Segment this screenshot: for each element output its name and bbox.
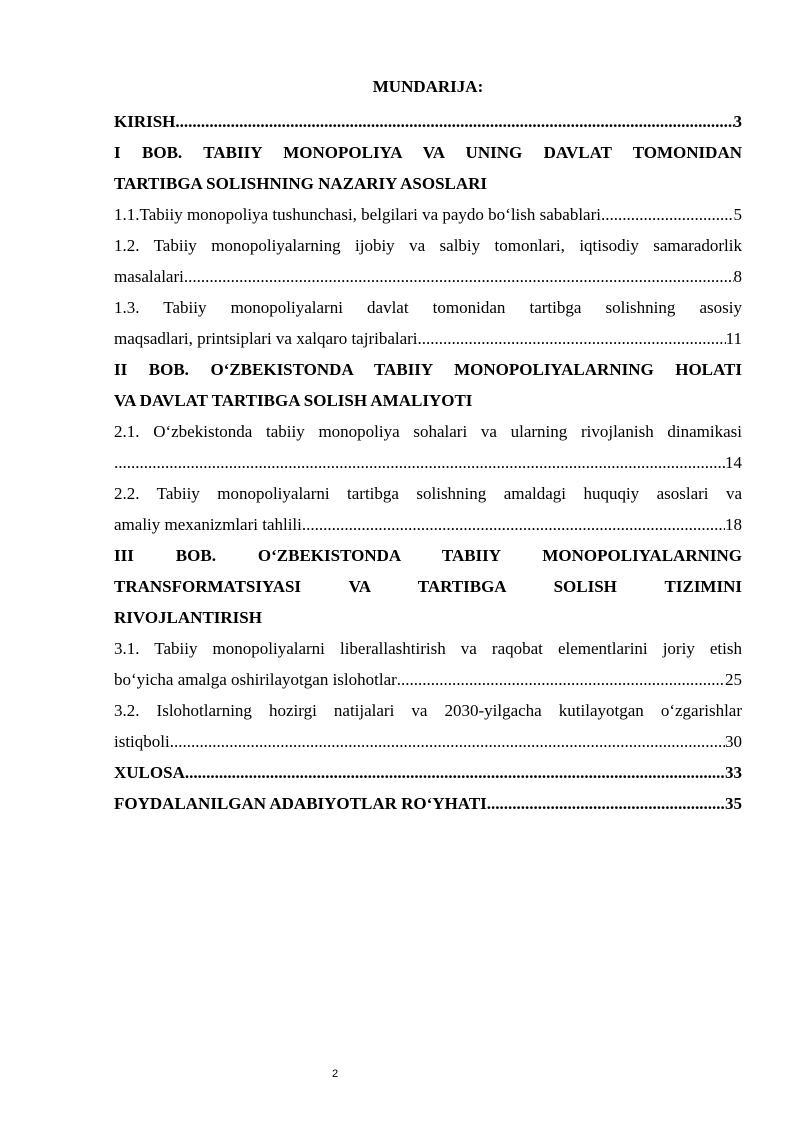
chapter-title-line: TRANSFORMATSIYASI VA TARTIBGA SOLISH TIZIMINI [114,577,742,596]
toc-section-2-2[interactable] [114,478,742,540]
toc-section-3-2[interactable] [114,695,742,757]
toc-section-2-1[interactable] [114,416,742,478]
chapter-title-line: II BOB. O‘ZBEKISTONDA TABIIY MONOPOLIYALARNING HOLATI [114,360,742,379]
toc-entry-label-cont: istiqboli [114,732,170,751]
chapter-title-line: RIVOJLANTIRISH [114,608,262,627]
toc-chapter-1[interactable] [114,137,742,199]
toc-entry-label-cont: maqsadlari, printsiplari va xalqaro tajribalari [114,329,418,348]
toc-section-1-2[interactable] [114,230,742,292]
toc-section-1-3[interactable] [114,292,742,354]
dot-leader [170,726,725,757]
dot-leader [601,199,734,230]
chapter-title-line: III BOB. O‘ZBEKISTONDA TABIIY MONOPOLIYALARNING [114,546,742,565]
document-page [114,76,742,819]
chapter-title-line: VA DAVLAT TARTIBGA SOLISH AMALIYOTI [114,391,473,410]
toc-entry-label: 3.2. Islohotlarning hozirgi natijalari va 2030-yilgacha kutilayotgan o‘zgarishlar [114,701,742,720]
toc-entry-label: FOYDALANILGAN ADABIYOTLAR RO‘YHATI [114,794,487,813]
toc-entry-label: 1.2. Tabiiy monopoliyalarning ijobiy va salbiy tomonlari, iqtisodiy samaradorlik [114,236,742,255]
toc-entry-conclusion[interactable] [114,757,742,788]
toc-entry-label: 1.1.Tabiiy monopoliya tushunchasi, belgilari va paydo bo‘lish sabablari [114,205,601,224]
toc-chapter-3[interactable] [114,540,742,633]
dot-leader [175,106,733,137]
dot-leader [184,261,734,292]
toc-entry-label-cont: bo‘yicha amalga oshirilayotgan islohotlar [114,670,397,689]
dot-leader [302,509,725,540]
toc-entry-references[interactable] [114,788,742,819]
toc-section-3-1[interactable] [114,633,742,695]
toc-entry-label-cont: masalalari [114,267,184,286]
toc-entry-intro[interactable] [114,106,742,137]
toc-page-number: 14 [725,453,742,472]
toc-page-number: 33 [725,763,742,782]
toc-page-number: 35 [725,794,742,813]
dot-leader [114,447,725,478]
toc-entry-label: 1.3. Tabiiy monopoliyalarni davlat tomonidan tartibga solishning asosiy [114,298,742,317]
toc-page-number: 3 [733,112,742,131]
dot-leader [397,664,725,695]
chapter-title-line: TARTIBGA SOLISHNING NAZARIY ASOSLARI [114,174,488,193]
toc-page-number: 5 [733,205,742,224]
chapter-title-line: I BOB. TABIIY MONOPOLIYA VA UNING DAVLAT TOMONIDAN [114,143,742,162]
toc-entry-label-cont: amaliy mexanizmlari tahlili [114,515,302,534]
toc-entry-label: KIRISH [114,112,176,131]
toc-page-number: 18 [725,515,742,534]
toc-entry-label: 2.1. O‘zbekistonda tabiiy monopoliya sohalari va ularning rivojlanish dinamikasi [114,422,742,441]
toc-page-number: 25 [725,670,742,689]
toc-title: MUNDARIJA: [372,77,484,96]
dot-leader [487,788,725,819]
toc-entry-label: XULOSA [114,763,185,782]
toc-chapter-2[interactable] [114,354,742,416]
page-number: 2 [331,1068,339,1080]
toc-section-1-1[interactable] [114,199,742,230]
toc-entry-label: 3.1. Tabiiy monopoliyalarni liberallashtirish va raqobat elementlarini joriy etish [114,639,742,658]
dot-leader [185,757,725,788]
toc-page-number: 11 [725,329,742,348]
toc-page-number: 30 [725,732,742,751]
toc-entry-label: 2.2. Tabiiy monopoliyalarni tartibga solishning amaldagi huquqiy asoslari va [114,484,742,503]
dot-leader [418,323,726,354]
toc-page-number: 8 [733,267,742,286]
